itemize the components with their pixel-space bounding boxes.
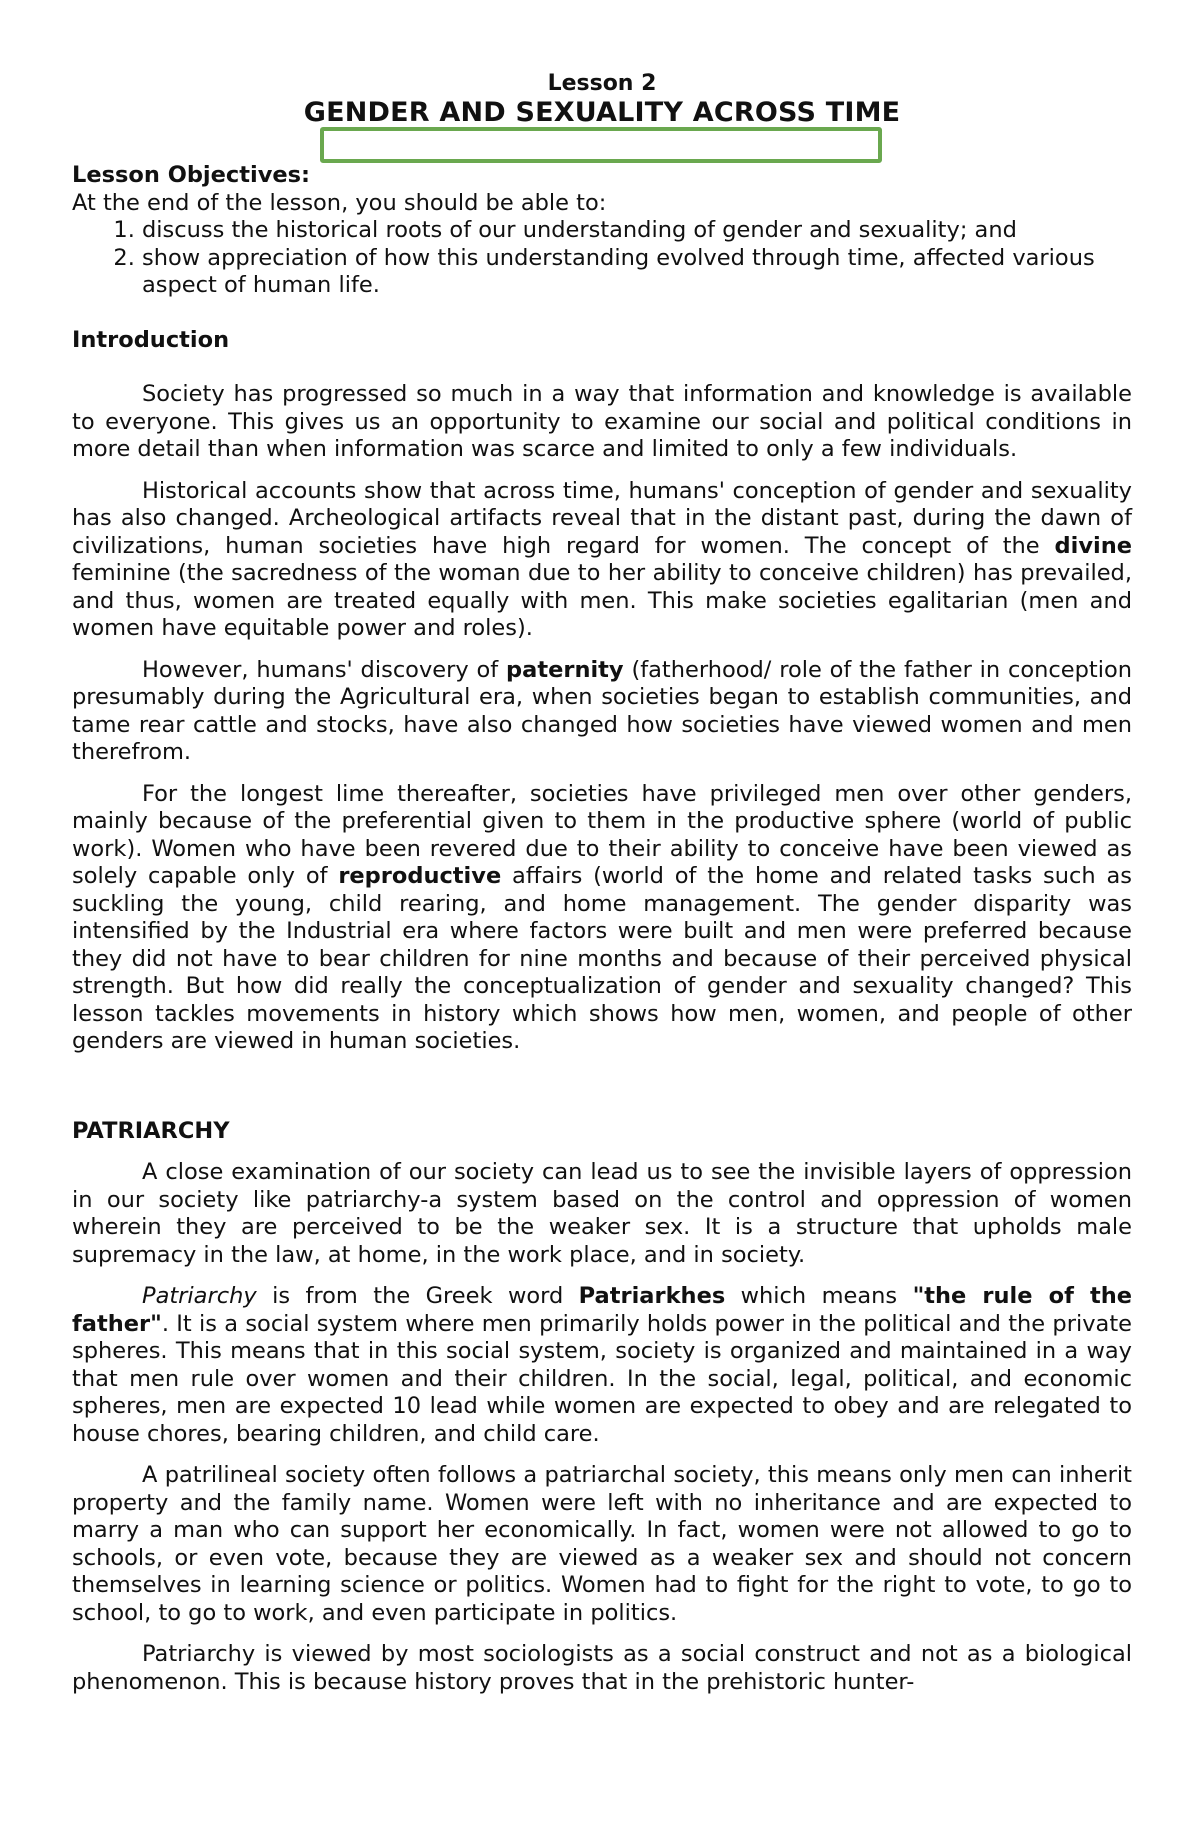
text-run: (fatherhood/ role of the father in conception presumably during the Agricultural era, when societies began to establish communities, and tame rear cattle and stocks, have also changed how societies have viewed women and men therefrom.: [72, 656, 1133, 765]
document-page: [72, 70, 1132, 1710]
patriarchy-paragraph-4: Patriarchy is viewed by most sociologists as a social construct and not as a biological phenomenon. This is because history proves that in the prehistoric hunter-: [72, 1641, 1132, 1695]
patriarchy-paragraph-3: A patrilineal society often follows a patriarchal society, this means only men can inherit property and the family name. Women were left with no inheritance and are expected to marry a man who can support her economically. In fact, women were not allowed to go to schools, or even vote, because they are viewed as a weaker sex and should not concern themselves in learning science or politics. Women had to fight for the right to vote, to go to school, to go to work, and even participate in politics.: [72, 1462, 1132, 1626]
text-run: For the longest lime thereafter, societies have privileged men over other genders, mainly because of the preferential given to them in the productive sphere (world of public work). Women who have been revered due to their ability to conceive have been viewed as solely capable only of: [72, 780, 1132, 889]
introduction-paragraph-2: [72, 478, 1132, 643]
patriarchy-heading: PATRIARCHY: [72, 1117, 230, 1144]
text-run: Historical accounts show that across time, humans' conception of gender and sexuality has also changed. Archeological artifacts reveal that in the distant past, during the dawn of civilizations, human societies have high regard for women. The concept of the: [72, 477, 1132, 559]
objectives-intro: At the end of the lesson, you should be able to:: [72, 189, 607, 216]
title-block: [72, 96, 1132, 128]
bold-term-paternity: paternity: [506, 656, 624, 683]
bold-term-patriarkhes: Patriarkhes: [578, 1283, 726, 1309]
lesson-number: Lesson 2: [547, 71, 657, 96]
introduction-heading: Introduction: [72, 326, 230, 353]
bold-term-rule-of-father: "the rule of the father": [72, 1283, 1132, 1337]
italic-term-patriarchy: Patriarchy: [142, 1283, 257, 1309]
objectives-heading: Lesson Objectives:: [72, 162, 311, 188]
selection-highlight-box[interactable]: [320, 127, 882, 163]
objective-item: 1. discuss the historical roots of our understanding of gender and sexuality; and: [142, 217, 1132, 245]
introduction-paragraph-3: [72, 657, 1132, 767]
text-run: feminine (the sacredness of the woman due to her ability to conceive children) has prevailed, and thus, women are treated equally with men. This make societies egalitarian (men and women have equitable power and roles).: [72, 560, 1132, 641]
text-run: . It is a social system where men primarily holds power in the political and the private spheres. This means that in this social system, society is organized and maintained in a way that men rule over women and their children. In the social, legal, political, and economic spheres, men are expected 10 lead while women are expected to obey and are relegated to house chores, bearing children, and child care.: [72, 1310, 1132, 1447]
patriarchy-paragraph-1: A close examination of our society can lead us to see the invisible layers of oppression in our society like patriarchy-a system based on the control and oppression of women wherein they are perceived to be the weaker sex. It is a structure that upholds male supremacy in the law, at home, in the work place, and in society.: [72, 1159, 1132, 1268]
objective-item: 2. show appreciation of how this understanding evolved through time, affected various aspect of human life.: [142, 245, 1132, 300]
text-run: affairs (world of the home and related tasks such as suckling the young, child rearing, and home management. The gender disparity was intensified by the Industrial era where factors were built and men were preferred because they did not have to bear children for nine months and because of their perceived physical strength. But how did really the conceptualization of gender and sexuality changed? This lesson tackles movements in history which shows how men, women, and people of other genders are viewed in human societies.: [72, 863, 1132, 1054]
objectives-list: [72, 217, 1132, 300]
text-run: However, humans' discovery of: [142, 656, 507, 683]
introduction-paragraph-4: [72, 781, 1132, 1056]
patriarchy-paragraph-2: [72, 1283, 1132, 1448]
text-run: which means: [725, 1283, 913, 1309]
text-run: is from the Greek word: [256, 1283, 579, 1309]
bold-term-reproductive: reproductive: [338, 863, 502, 889]
lesson-title: GENDER AND SEXUALITY ACROSS TIME: [303, 96, 901, 128]
introduction-paragraph-1: Society has progressed so much in a way that information and knowledge is available to everyone. This gives us an opportunity to examine our social and political conditions in more detail than when information was scarce and limited to only a few individuals.: [72, 381, 1132, 462]
bold-term-divine: divine: [1054, 532, 1132, 559]
